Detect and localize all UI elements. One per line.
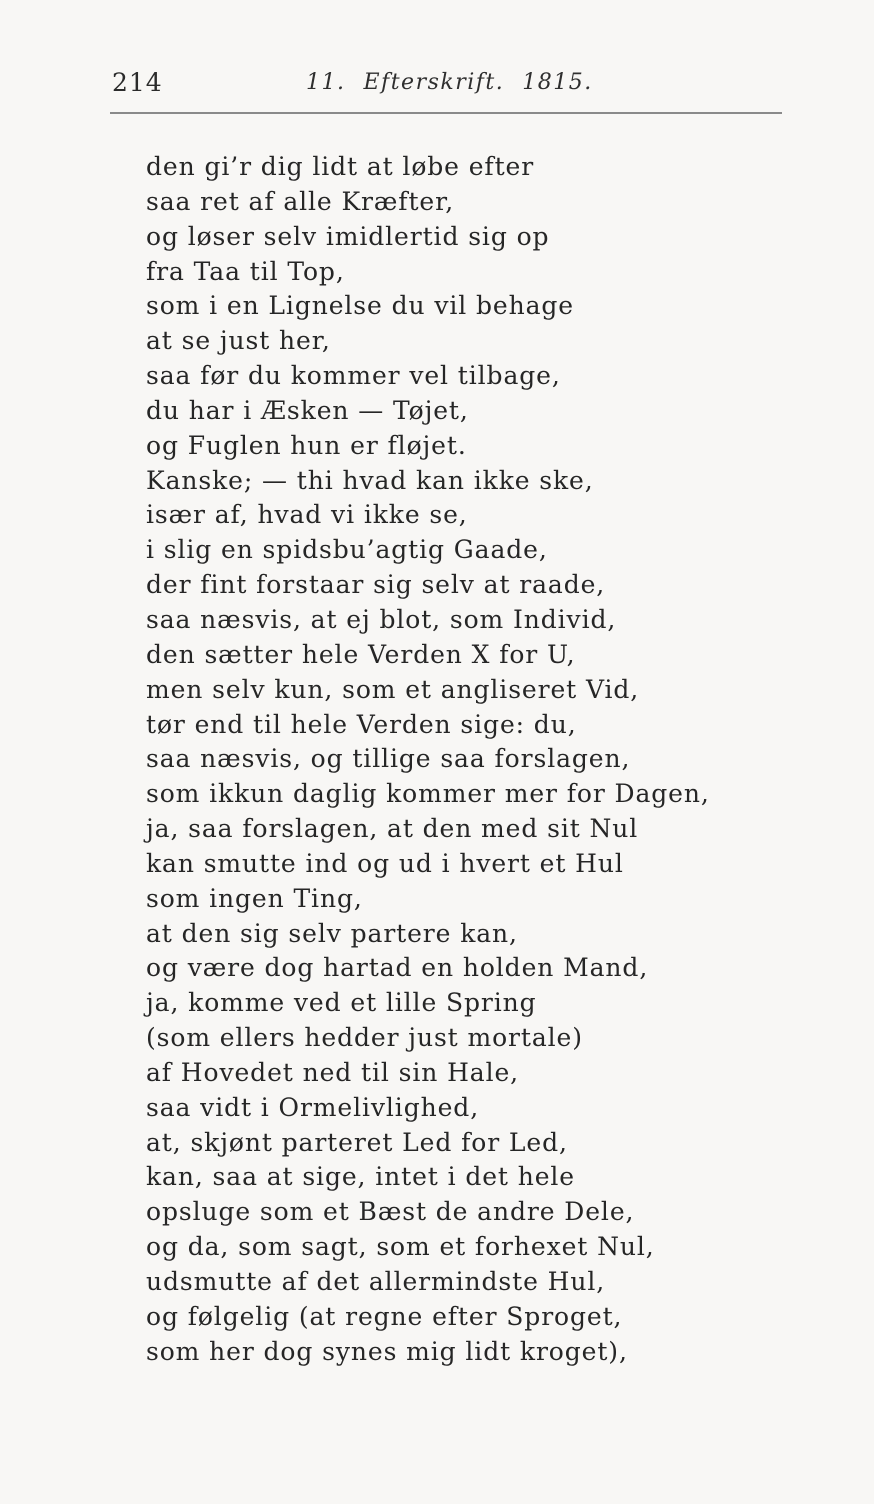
poem-line: at se just her,	[146, 326, 331, 356]
poem-line: som i en Lignelse du vil behage	[146, 291, 574, 321]
page-header	[112, 68, 772, 102]
poem-line: saa næsvis, at ej blot, som Individ,	[146, 604, 617, 634]
poem-text	[146, 150, 846, 1370]
poem-line: at den sig selv partere kan,	[146, 918, 518, 948]
poem-line: Kanske; — thi hvad kan ikke ske,	[146, 465, 594, 495]
poem-line: ja, saa forslagen, at den med sit Nul	[146, 814, 639, 844]
poem-line: du har i Æsken — Tøjet,	[146, 395, 469, 425]
poem-line: tør end til hele Verden sige: du,	[146, 709, 577, 739]
page-number: 214	[112, 68, 163, 97]
poem-line: som ingen Ting,	[146, 883, 363, 913]
poem-line: som ikkun daglig kommer mer for Dagen,	[146, 779, 710, 809]
poem-line: og da, som sagt, som et forhexet Nul,	[146, 1232, 655, 1262]
poem-line: saa næsvis, og tillige saa forslagen,	[146, 744, 631, 774]
poem-line: kan smutte ind og ud i hvert et Hul	[146, 848, 624, 878]
header-rule	[110, 112, 782, 114]
poem-line: af Hovedet ned til sin Hale,	[146, 1057, 520, 1087]
poem-line: der fint forstaar sig selv at raade,	[146, 570, 606, 600]
year: 1815.	[522, 70, 593, 95]
poem-line: den sætter hele Verden X for U,	[146, 639, 576, 669]
poem-line: i slig en spidsbu’agtig Gaade,	[146, 535, 548, 565]
poem-line: saa ret af alle Kræfter,	[146, 186, 455, 216]
poem-line: udsmutte af det allermindste Hul,	[146, 1267, 606, 1296]
poem-line: og løser selv imidlertid sig op	[146, 221, 550, 251]
poem-line: som her dog synes mig lidt kroget),	[146, 1336, 628, 1366]
running-head	[306, 70, 611, 95]
poem-line: og være dog hartad en holden Mand,	[146, 953, 649, 983]
poem-line: især af, hvad vi ikke se,	[146, 500, 468, 530]
chapter-number: 11.	[306, 70, 346, 95]
poem-line: saa før du kommer vel tilbage,	[146, 361, 561, 391]
poem-line: kan, saa at sige, intet i det hele	[146, 1162, 576, 1192]
chapter-title: Efterskrift.	[363, 70, 505, 95]
poem-line: (som ellers hedder just mortale)	[146, 1023, 583, 1053]
poem-line: og følgelig (at regne efter Sproget,	[146, 1301, 623, 1331]
poem-line: og Fuglen hun er fløjet.	[146, 430, 467, 460]
poem-line: at, skjønt parteret Led for Led,	[146, 1127, 568, 1157]
poem-line: men selv kun, som et angliseret Vid,	[146, 674, 640, 704]
poem-line: fra Taa til Top,	[146, 256, 345, 286]
poem-line: saa vidt i Ormelivlighed,	[146, 1092, 480, 1122]
poem-line: den gi’r dig lidt at løbe efter	[146, 152, 535, 181]
poem-line: opsluge som et Bæst de andre Dele,	[146, 1197, 635, 1227]
poem-line: ja, komme ved et lille Spring	[146, 988, 537, 1018]
